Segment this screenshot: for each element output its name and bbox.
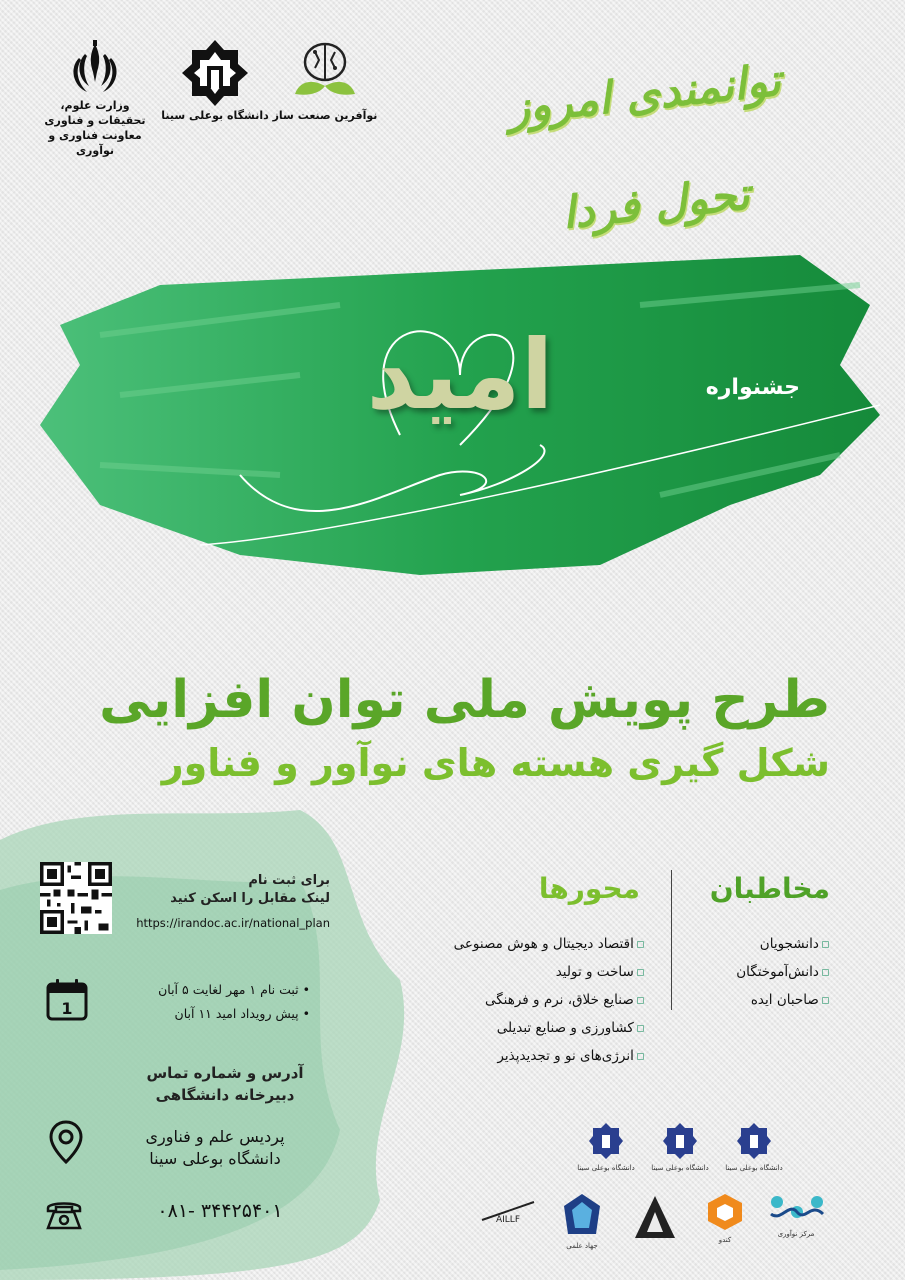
aillf-logo-icon — [478, 1200, 538, 1224]
register-link[interactable]: https://irandoc.ac.ir/national_plan — [136, 916, 330, 930]
slogan: توانمندی امروز تحول فردا — [505, 54, 784, 240]
list-item: ▫ صنایع خلاق، نرم و فرهنگی — [380, 986, 645, 1014]
sponsor-logo — [620, 1192, 690, 1246]
noafarin-logo — [270, 38, 380, 123]
calendar-icon — [45, 978, 89, 1022]
sponsor-logo — [576, 1122, 636, 1173]
qr-code[interactable] — [40, 862, 112, 934]
axes-title: محورها — [538, 872, 640, 905]
ministry-logo — [40, 38, 150, 158]
location-pin-icon — [48, 1120, 84, 1164]
address — [110, 1126, 320, 1170]
network-logo-icon — [761, 1192, 831, 1226]
sponsor-logo — [552, 1192, 612, 1251]
address-line-1: پردیس علم و فناوری — [145, 1127, 285, 1146]
sponsor-label: جهاد علمی — [566, 1242, 598, 1250]
bu-ali-sina-university-icon — [180, 38, 250, 108]
sponsor-label: مرکز نوآوری — [777, 1230, 815, 1238]
noafarin-label: نوآفرین صنعت ساز — [272, 109, 378, 122]
telephone-icon — [44, 1196, 84, 1232]
aillf-text: AILLF — [495, 1215, 521, 1224]
ministry-label-2: معاونت فناوری و نوآوری — [48, 129, 142, 157]
list-item: ▫ انرژی‌های نو و تجدیدپذیر — [380, 1042, 645, 1070]
register-instructions — [120, 872, 330, 908]
sponsor-logo — [650, 1122, 710, 1173]
university-emblem-icon — [589, 1122, 623, 1160]
list-item: ▫ کشاورزی و صنایع تبدیلی — [380, 1014, 645, 1042]
column-divider — [671, 870, 672, 1010]
contact-title-line-1: آدرس و شماره تماس — [146, 1064, 304, 1082]
list-item: ▫ دانشجویان — [700, 930, 830, 958]
sponsor-label: دانشگاه بوعلی سینا — [577, 1164, 635, 1172]
axes-list — [380, 930, 645, 1070]
festival-label: جشنواره — [705, 375, 800, 400]
list-item: ▫ ساخت و تولید — [380, 958, 645, 986]
list-item: ▫ صاحبان ایده — [700, 986, 830, 1014]
sponsor-logo — [700, 1192, 750, 1245]
address-line-2: دانشگاه بوعلی سینا — [149, 1149, 281, 1168]
festival-title: امید — [366, 319, 554, 431]
university-emblem-icon — [663, 1122, 697, 1160]
calendar-day: 1 — [61, 999, 73, 1018]
audience-title: مخاطبان — [709, 872, 830, 905]
phone-number[interactable]: ۰۸۱- ۳۴۴۲۵۴۰۱ — [157, 1200, 283, 1222]
list-item: ▫ دانش‌آموختگان — [700, 958, 830, 986]
date-registration: • ثبت نام ۱ مهر لغایت ۵ آبان — [110, 978, 310, 1002]
headline-secondary: شکل گیری هسته های نوآور و فناور — [161, 741, 830, 785]
contact-title — [120, 1062, 330, 1106]
headline-primary: طرح پویش ملی توان افزایی — [99, 670, 830, 730]
university-logo — [160, 38, 270, 123]
sponsor-logo — [724, 1122, 784, 1173]
sponsor-logo — [472, 1200, 544, 1228]
ministry-label-1: وزارت علوم، تحقیقات و فناوری — [44, 99, 146, 127]
date-pre-event: • پیش رویداد امید ۱۱ آبان — [110, 1002, 310, 1026]
sponsor-label: دانشگاه بوعلی سینا — [651, 1164, 709, 1172]
audience-list — [700, 930, 830, 1014]
university-emblem-icon — [737, 1122, 771, 1160]
iran-emblem-icon — [65, 38, 125, 98]
sponsor-label: کندو — [718, 1236, 732, 1244]
sponsor-logo — [758, 1192, 834, 1239]
pen-logo-icon — [625, 1192, 685, 1242]
box-logo-icon — [705, 1192, 745, 1232]
jahad-logo-icon — [562, 1192, 602, 1238]
contact-title-line-2: دبیرخانه دانشگاهی — [155, 1086, 295, 1104]
event-dates — [110, 978, 310, 1026]
register-line-2: لینک مقابل را اسکن کنید — [170, 891, 330, 906]
list-item: ▫ اقتصاد دیجیتال و هوش مصنوعی — [380, 930, 645, 958]
register-line-1: برای ثبت نام — [248, 873, 330, 888]
university-label: دانشگاه بوعلی سینا — [161, 109, 269, 122]
sponsor-label: دانشگاه بوعلی سینا — [725, 1164, 783, 1172]
brain-leaf-icon — [289, 38, 361, 108]
